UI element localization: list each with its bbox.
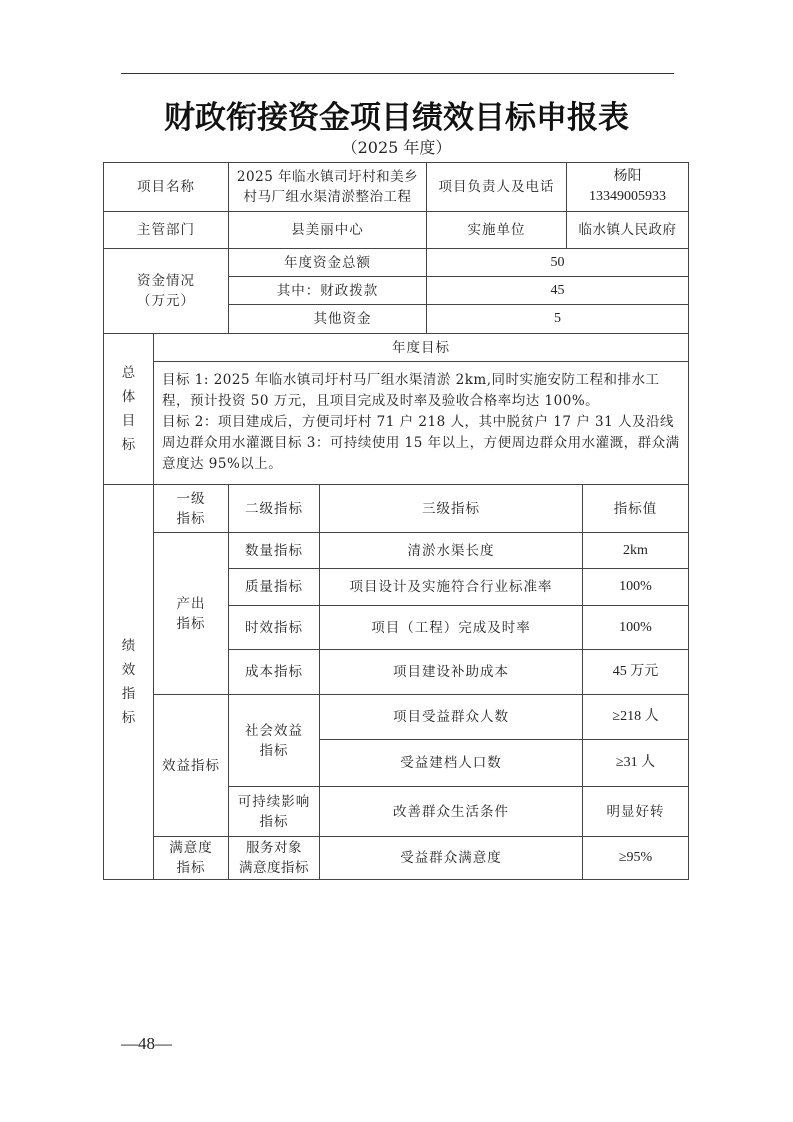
level3-cell: 项目（工程）完成及时率 [319,605,583,650]
indicator-value: 2km [582,532,689,569]
document-title: 财政衔接资金项目绩效目标申报表 [164,100,629,136]
leader-value: 杨阳 13349005933 [566,162,689,212]
header-value: 指标值 [582,484,689,533]
indicator-value: 明显好转 [582,786,689,837]
level2-service-satisfaction: 服务对象 满意度指标 [228,836,320,880]
annual-goal-header: 年度目标 [153,333,689,362]
level1-output: 产出 指标 [153,532,229,695]
impl-label: 实施单位 [426,211,567,249]
level2-social-benefit: 社会效益 指标 [228,694,320,787]
level2-timeliness: 时效指标 [228,605,320,650]
project-name-value: 2025 年临水镇司圩村和美乡 村马厂组水渠清淤整治工程 [228,162,427,212]
header-level2: 二级指标 [228,484,320,533]
project-name-label: 项目名称 [103,162,229,212]
level1-benefit: 效益指标 [153,694,229,837]
indicator-value: ≥95% [582,836,689,880]
header-level3: 三级指标 [319,484,583,533]
dept-value: 县美丽中心 [228,211,427,249]
level2-sustainability: 可持续影响 指标 [228,786,320,837]
indicator-value: ≥31 人 [582,739,689,787]
funds-row-value: 50 [426,248,689,277]
level2-cost: 成本指标 [228,649,320,695]
level3-cell: 项目建设补助成本 [319,649,583,695]
level2-quality: 质量指标 [228,568,320,606]
level3-cell: 受益群众满意度 [319,836,583,880]
level3-cell: 改善群众生活条件 [319,786,583,837]
level2-quantity: 数量指标 [228,532,320,569]
dept-label: 主管部门 [103,211,229,249]
funds-row-label: 年度资金总额 [228,248,427,277]
level3-cell: 项目设计及实施符合行业标准率 [319,568,583,606]
page-number: —48— [121,1034,172,1053]
impl-value: 临水镇人民政府 [566,211,689,249]
level3-cell: 受益建档人口数 [319,739,583,787]
indicator-value: 100% [582,568,689,606]
level3-cell: 项目受益群众人数 [319,694,583,740]
annual-goal-text: 目标 1: 2025 年临水镇司圩村马厂组水渠清淤 2km,同时实施安防工程和排水工程，预计投资 50 万元，且项目完成及时率及验收合格率均达 100%。 目标 2：项目建成后，方便司圩村 71 户 218 人，其中脱贫户 17 户 31 人及沿线周边群众用水灌溉目标 3：可持续使用 15 年以上，方便周边群众用水灌溉，群众满意度达 95%以上。 [153,361,689,485]
header-rule [121,73,674,74]
level1-satisfaction: 满意度 指标 [153,836,229,880]
funds-row-label: 其中：财政拨款 [228,276,427,305]
overall-goal-label: 总 体 目 标 [103,333,154,485]
funds-row-value: 5 [426,304,689,334]
funds-row-value: 45 [426,276,689,305]
performance-label: 绩 效 指 标 [103,484,154,880]
funds-row-label: 其他资金 [228,304,427,334]
indicator-value: ≥218 人 [582,694,689,740]
header-level1: 一级 指标 [153,484,229,533]
indicator-value: 100% [582,605,689,650]
funds-label: 资金情况 （万元） [103,248,229,334]
indicator-value: 45 万元 [582,649,689,695]
document-subtitle: （2025 年度） [341,138,452,157]
leader-label: 项目负责人及电话 [426,162,567,212]
level3-cell: 清淤水渠长度 [319,532,583,569]
